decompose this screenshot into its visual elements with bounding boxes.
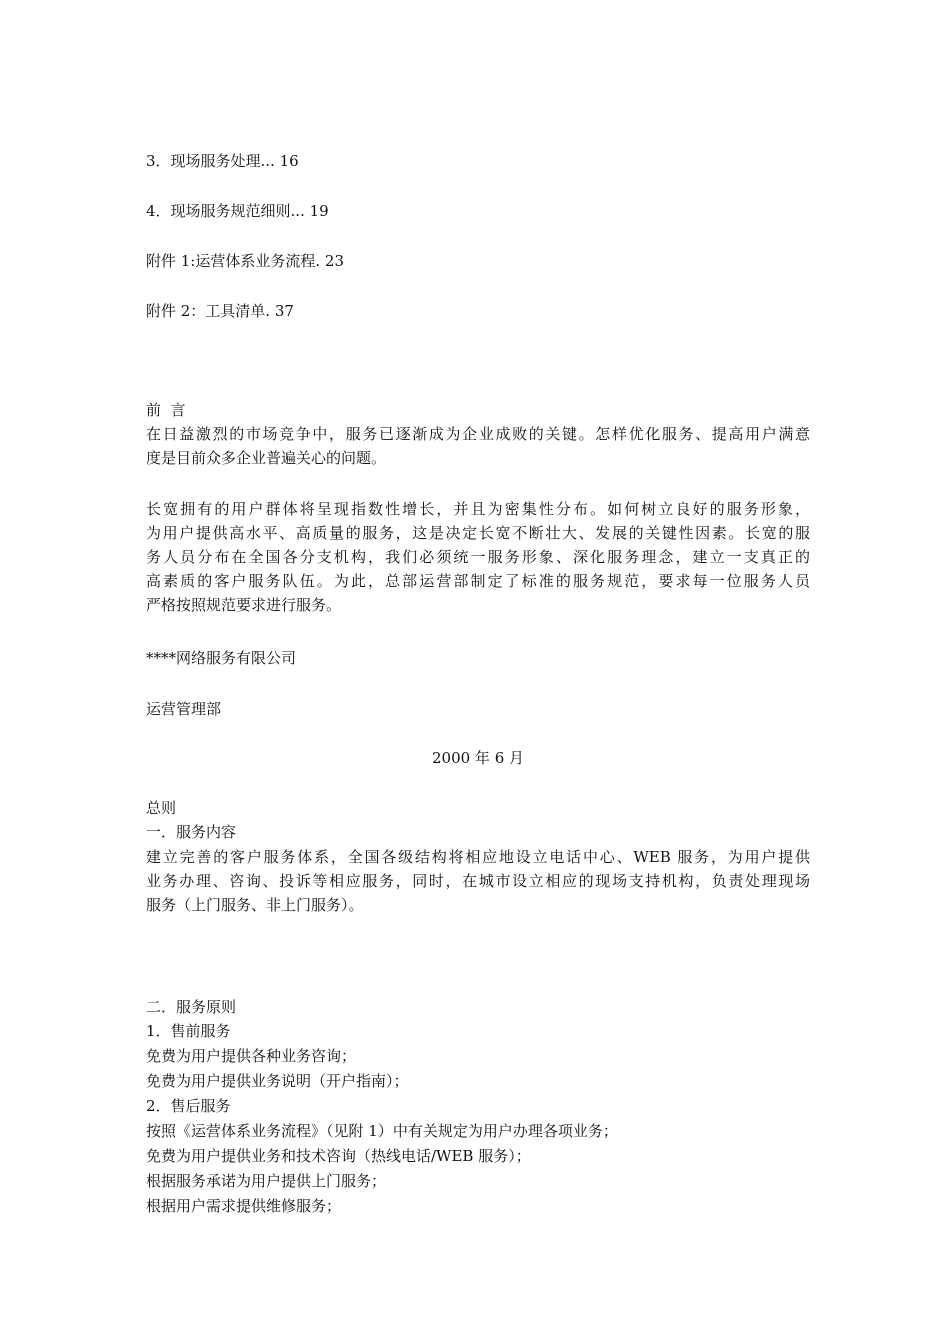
preface-p2-line: 为用户提供高水平、高质量的服务，这是决定长宽不断壮大、发展的关键性因素。长宽的服: [146, 524, 810, 542]
department-name: 运营管理部: [146, 700, 222, 718]
aftersale-item: 免费为用户提供业务和技术咨询（热线电话/WEB 服务）；: [146, 1147, 531, 1165]
company-name: ****网络服务有限公司: [146, 649, 297, 667]
preface-p1-line: 在日益激烈的市场竞争中，服务已逐渐成为企业成败的关键。怎样优化服务、提高用户满意: [146, 425, 810, 443]
aftersale-item: 根据用户需求提供维修服务；: [146, 1197, 342, 1215]
document-date: 2000 年 6 月: [431, 749, 525, 767]
toc-item-4: 4．现场服务规范细则... 19: [146, 202, 329, 220]
preface-paragraph-1: [146, 422, 810, 470]
presale-item: 免费为用户提供业务说明（开户指南）；: [146, 1072, 409, 1090]
toc-appendix-2: 附件 2：工具清单. 37: [146, 302, 294, 320]
toc-appendix-1: 附件 1:运营体系业务流程. 23: [146, 252, 344, 270]
preface-p2-line: 务人员分布在全国各分支机构，我们必须统一服务形象、深化服务理念，建立一支真正的: [146, 548, 810, 566]
section-1-body: [146, 845, 810, 917]
section-1-line: 建立完善的客户服务体系，全国各级结构将相应地设立电话中心、WEB 服务，为用户提供: [146, 848, 810, 866]
aftersale-title: 2．售后服务: [146, 1097, 231, 1115]
aftersale-item: 根据服务承诺为用户提供上门服务；: [146, 1172, 387, 1190]
presale-item: 免费为用户提供各种业务咨询；: [146, 1047, 357, 1065]
section-2-title: 二．服务原则: [146, 998, 237, 1016]
presale-title: 1．售前服务: [146, 1022, 231, 1040]
preface-p2-line: 高素质的客户服务队伍。为此，总部运营部制定了标准的服务规范，要求每一位服务人员: [146, 572, 810, 590]
preface-p2-line: 长宽拥有的用户群体将呈现指数性增长，并且为密集性分布。如何树立良好的服务形象，: [146, 500, 810, 518]
section-1-title: 一．服务内容: [146, 823, 237, 841]
section-1-line: 业务办理、咨询、投诉等相应服务，同时，在城市设立相应的现场支持机构，负责处理现场: [146, 872, 810, 890]
preface-paragraph-2: [146, 497, 810, 617]
section-1-line: 服务（上门服务、非上门服务）。: [146, 896, 364, 914]
toc-item-3: 3．现场服务处理... 16: [146, 152, 299, 170]
preface-p1-line: 度是目前众多企业普遍关心的问题。: [146, 449, 387, 467]
aftersale-item: 按照《运营体系业务流程》（见附 1）中有关规定为用户办理各项业务；: [146, 1122, 618, 1140]
general-title: 总则: [146, 799, 177, 817]
preface-p2-line: 严格按照规范要求进行服务。: [146, 596, 342, 614]
preface-title: 前 言: [146, 401, 186, 419]
